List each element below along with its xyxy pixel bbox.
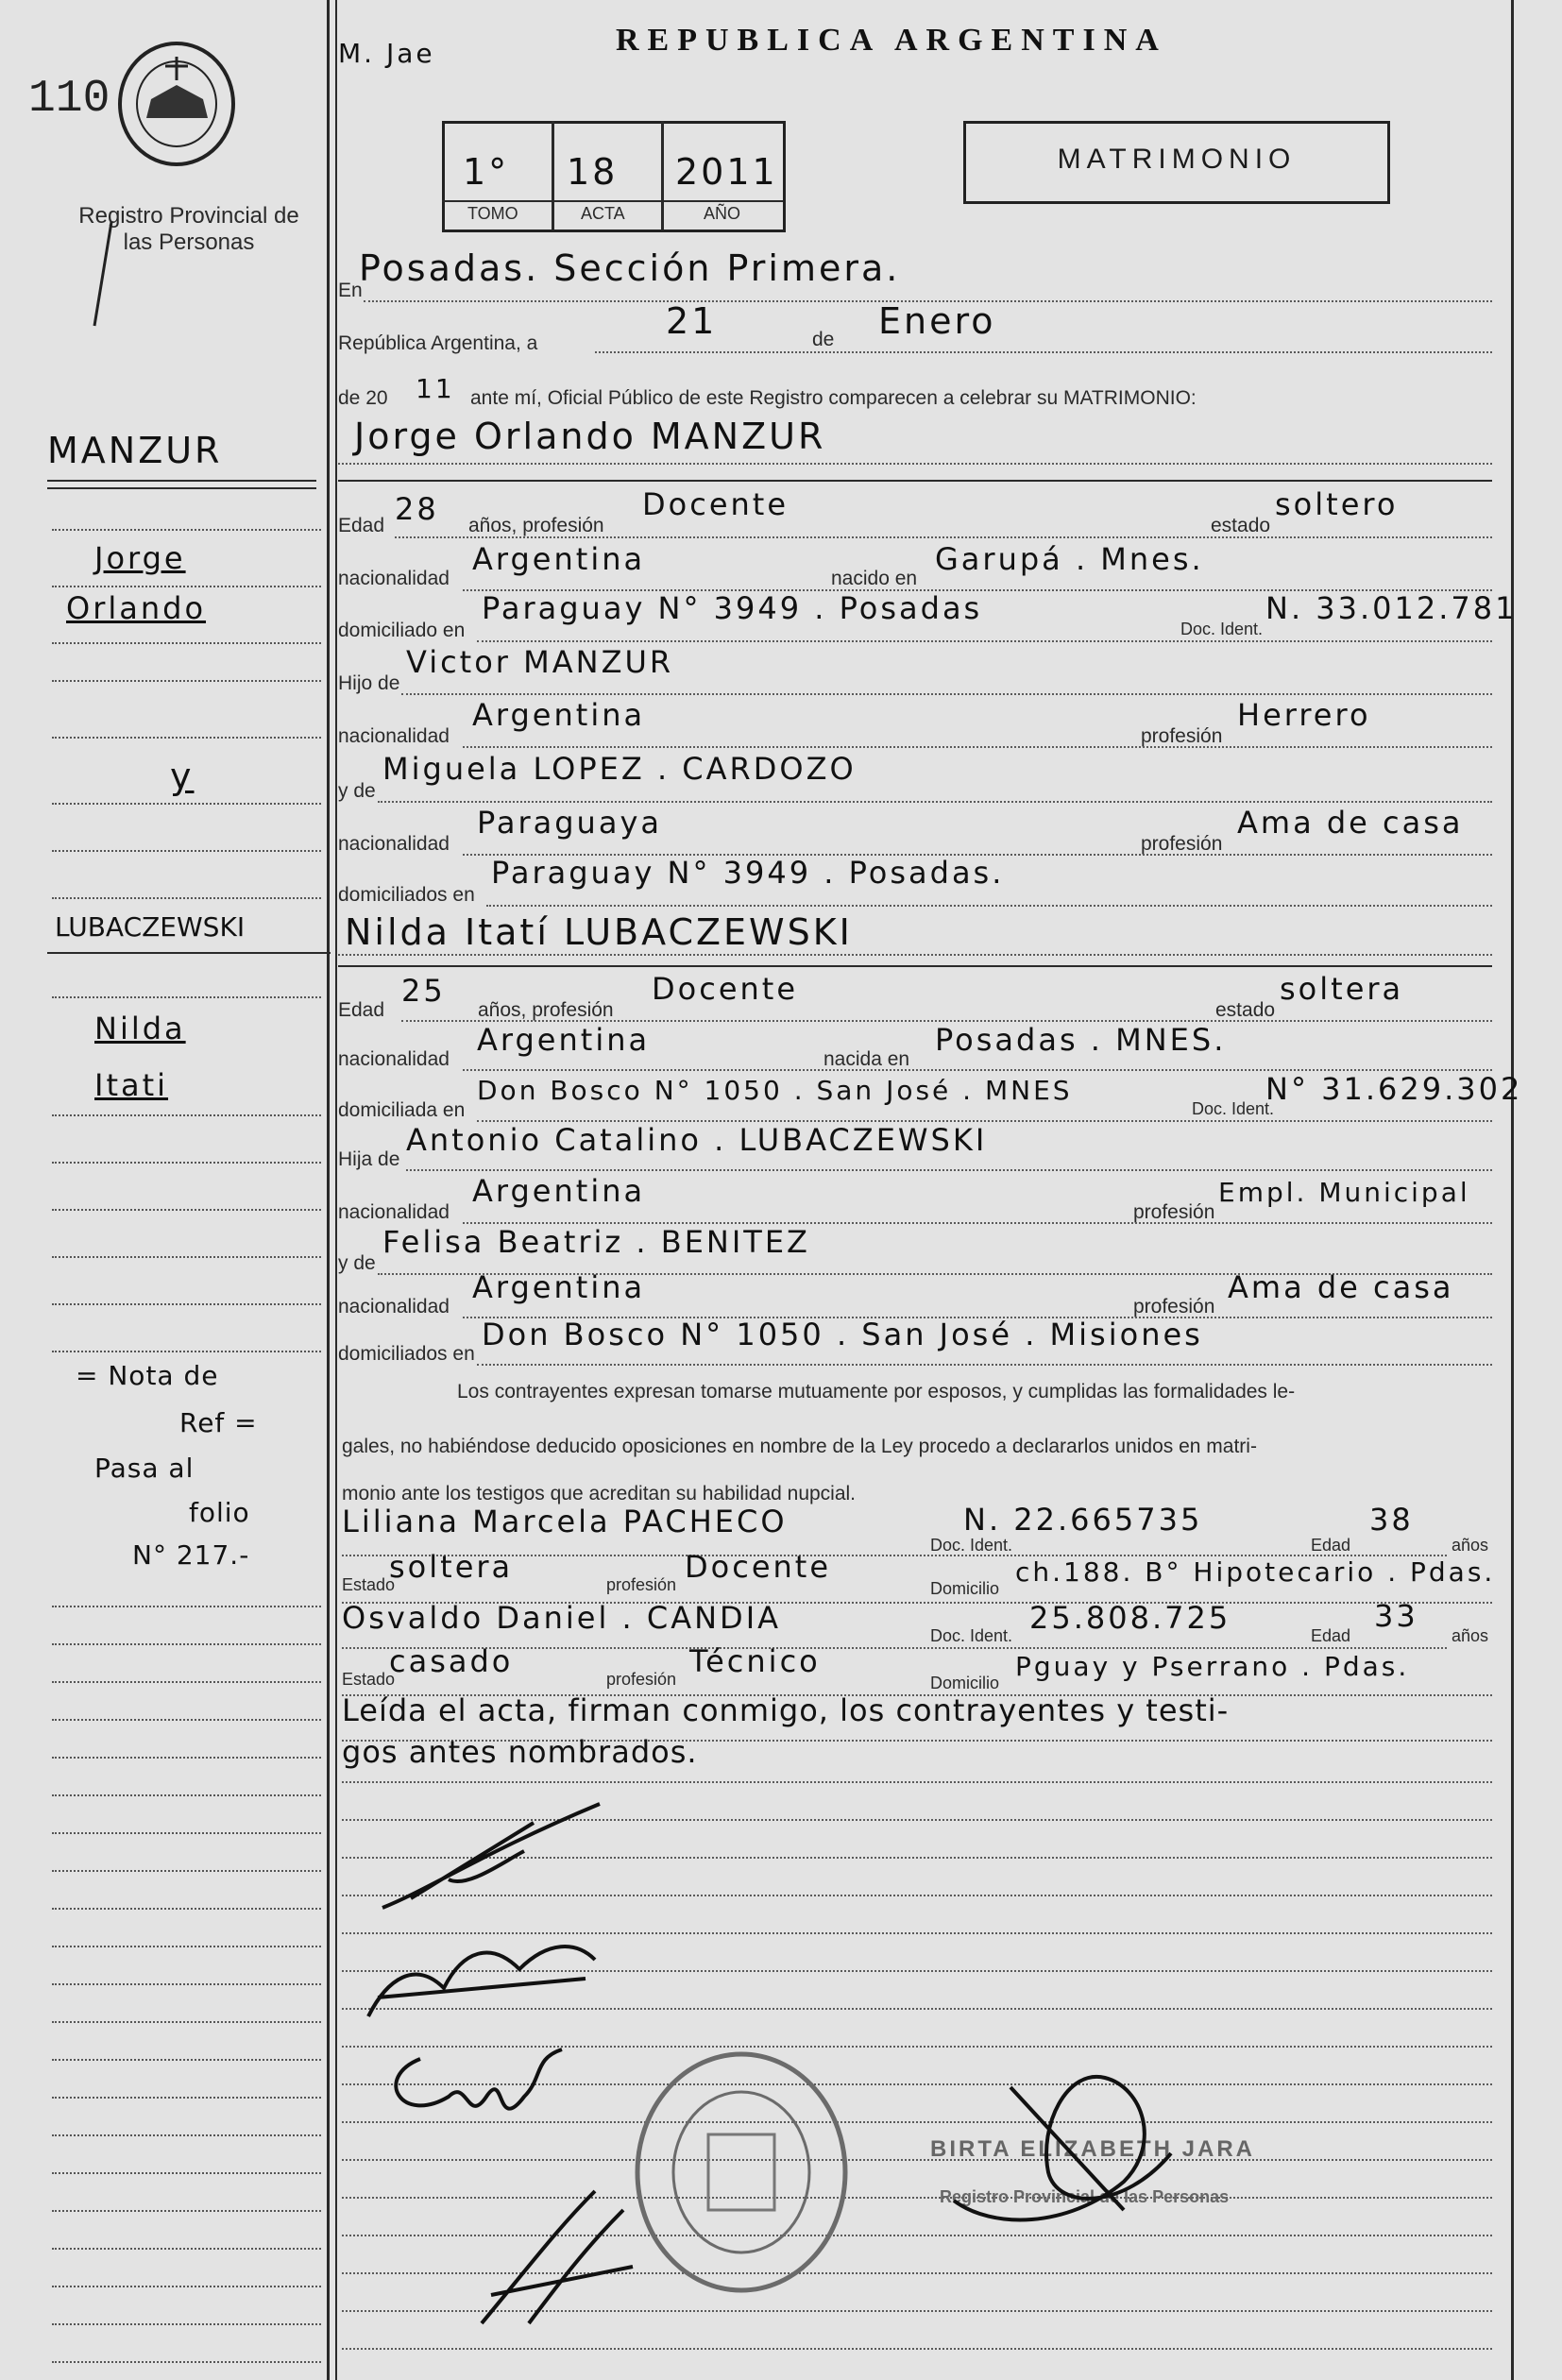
bride-birthplace: Posadas . MNES. — [935, 1022, 1227, 1058]
groom-mother-nac-label: nacionalidad — [338, 833, 450, 855]
witness1-doc-label: Doc. Ident. — [930, 1536, 1013, 1555]
groom-dom-label: domiciliado en — [338, 620, 466, 641]
groom-mother-prof-label: profesión — [1141, 833, 1223, 855]
right-border — [1511, 0, 1514, 2380]
bride-parents-dom-label: domiciliados en — [338, 1343, 475, 1365]
bride-father-nationality: Argentina — [472, 1173, 646, 1209]
intro-place: Posadas. Sección Primera. — [359, 247, 901, 289]
groom-doc: N. 33.012.781 — [1265, 590, 1518, 626]
bride-yde-label: y de — [338, 1252, 376, 1274]
bride-doc-label: Doc. Ident. — [1192, 1099, 1275, 1118]
groom-parents-dom-label: domiciliados en — [338, 884, 475, 906]
groom-estado-label: estado — [1211, 515, 1271, 536]
signature-1-icon — [373, 1794, 637, 1927]
official-round-seal-icon — [628, 2045, 855, 2300]
official-stamp-title: Registro Provincial de las Personas — [940, 2187, 1230, 2206]
margin-bride-surname: LUBACZEWSKI — [55, 911, 246, 943]
intro-month: Enero — [878, 300, 996, 342]
margin-note1: = Nota de — [76, 1360, 219, 1391]
witness2-estado-label: Estado — [342, 1670, 396, 1689]
witness2-name: Osvaldo Daniel . CANDIA — [342, 1600, 782, 1636]
bride-dom-label: domiciliada en — [338, 1099, 466, 1121]
page-number: 110 — [28, 74, 110, 125]
witness1-dom-label: Domicilio — [930, 1579, 1000, 1598]
bride-edad-label: Edad — [338, 999, 385, 1021]
groom-anos-label: años, profesión — [468, 515, 604, 536]
groom-doc-label: Doc. Ident. — [1180, 620, 1264, 638]
record-type: MATRIMONIO — [1057, 144, 1297, 175]
margin-note3: Pasa al — [94, 1453, 195, 1484]
bride-nac-label: nacionalidad — [338, 1048, 450, 1070]
groom-nacido-label: nacido en — [831, 568, 918, 589]
bride-mother-prof-label: profesión — [1133, 1296, 1215, 1318]
anio-value: 2011 — [675, 151, 778, 193]
witness2-address: Pguay y Pserrano . Pdas. — [1015, 1651, 1410, 1682]
witness1-age: 38 — [1369, 1502, 1414, 1538]
margin-groom-surname: MANZUR — [47, 430, 223, 471]
margin-note4: folio — [189, 1497, 250, 1528]
ante-text: ante mí, Oficial Público de este Registro comparecen a celebrar su MATRIMONIO: — [470, 387, 1197, 409]
groom-nationality: Argentina — [472, 541, 646, 577]
margin-divider — [327, 0, 330, 2380]
bride-father-prof-label: profesión — [1133, 1201, 1215, 1223]
groom-address: Paraguay N° 3949 . Posadas — [482, 590, 983, 626]
tomo-value: 1° — [463, 151, 510, 193]
signature-3-icon — [382, 2040, 571, 2153]
witness1-name: Liliana Marcela PACHECO — [342, 1504, 788, 1539]
groom-mother-nationality: Paraguaya — [477, 805, 662, 841]
groom-father-nationality: Argentina — [472, 697, 646, 733]
witness2-age: 33 — [1374, 1598, 1418, 1634]
witness2-anos-label: años — [1452, 1626, 1489, 1645]
bride-parents-address: Don Bosco N° 1050 . San José . Misiones — [482, 1317, 1203, 1352]
bride-anos-label: años, profesión — [478, 999, 614, 1021]
margin-note5: N° 217.- — [132, 1539, 250, 1571]
country-title: REPUBLICA ARGENTINA — [616, 23, 1167, 58]
bride-mother-nac-label: nacionalidad — [338, 1296, 450, 1318]
witness2-dom-label: Domicilio — [930, 1674, 1000, 1692]
witness1-anos-label: años — [1452, 1536, 1489, 1555]
bride-father: Antonio Catalino . LUBACZEWSKI — [406, 1122, 988, 1158]
declaration-line3: monio ante los testigos que acreditan su habilidad nupcial. — [342, 1483, 857, 1504]
witness1-prof-label: profesión — [606, 1575, 677, 1594]
registry-name: Registro Provincial de las Personas — [78, 203, 299, 255]
year-prefix: de 20 — [338, 387, 388, 409]
signature-2-icon — [359, 1922, 604, 2035]
witness2-doc-label: Doc. Ident. — [930, 1626, 1013, 1645]
official-stamp-name: BIRTA ELIZABETH JARA — [930, 2136, 1255, 2162]
groom-birthplace: Garupá . Mnes. — [935, 541, 1204, 577]
bride-doc: N° 31.629.302 — [1265, 1071, 1523, 1107]
groom-yde-label: y de — [338, 780, 376, 802]
witness2-status: casado — [389, 1643, 514, 1679]
witness2-doc: 25.808.725 — [1029, 1600, 1231, 1636]
groom-profession: Docente — [642, 486, 789, 522]
witness1-edad-label: Edad — [1311, 1536, 1351, 1555]
bride-hija-label: Hija de — [338, 1148, 400, 1170]
bride-address: Don Bosco N° 1050 . San José . MNES — [477, 1075, 1073, 1106]
intro-day: 21 — [666, 300, 718, 342]
groom-age: 28 — [395, 491, 439, 527]
bride-nacida-label: nacida en — [823, 1048, 910, 1070]
groom-edad-label: Edad — [338, 515, 385, 536]
official-signature-icon — [935, 2049, 1199, 2238]
republic-label: República Argentina, a — [338, 332, 538, 354]
witness2-prof-label: profesión — [606, 1670, 677, 1689]
bride-profession: Docente — [652, 971, 799, 1007]
groom-hijo-label: Hijo de — [338, 672, 400, 694]
bride-mother-nationality: Argentina — [472, 1269, 646, 1305]
margin-groom-given1: Jorge — [94, 540, 186, 576]
groom-name: Jorge Orlando MANZUR — [354, 416, 826, 457]
year-suffix: 11 — [416, 373, 455, 404]
margin-note2: Ref = — [179, 1407, 258, 1438]
groom-nac-label: nacionalidad — [338, 568, 450, 589]
acta-value: 18 — [567, 151, 619, 193]
bride-name: Nilda Itatí LUBACZEWSKI — [345, 911, 853, 953]
margin-groom-given2: Orlando — [66, 590, 207, 626]
bride-mother-profession: Ama de casa — [1228, 1269, 1454, 1305]
closing-line1: Leída el acta, firman conmigo, los contrayentes y testi- — [342, 1692, 1230, 1728]
witness1-doc: N. 22.665735 — [963, 1502, 1203, 1538]
closing-line2: gos antes nombrados. — [342, 1734, 698, 1770]
declaration-line1: Los contrayentes expresan tomarse mutuamente por esposos, y cumplidas las formalidades le- — [457, 1381, 1296, 1402]
witness1-status: soltera — [389, 1549, 514, 1585]
en-label: En — [338, 280, 363, 301]
bride-status: soltera — [1280, 971, 1404, 1007]
groom-mother: Miguela LOPEZ . CARDOZO — [382, 751, 857, 787]
signature-4-icon — [472, 2172, 642, 2342]
groom-mother-profession: Ama de casa — [1237, 805, 1464, 841]
witness1-profession: Docente — [685, 1549, 832, 1585]
groom-status: soltero — [1275, 486, 1399, 522]
anio-label: AÑO — [704, 204, 741, 223]
margin-connector: y — [170, 756, 195, 797]
bride-age: 25 — [401, 973, 446, 1009]
margin-bride-given2: Itati — [94, 1067, 169, 1103]
groom-parents-address: Paraguay N° 3949 . Posadas. — [491, 855, 1005, 891]
bride-father-nac-label: nacionalidad — [338, 1201, 450, 1223]
bride-estado-label: estado — [1215, 999, 1276, 1021]
acta-label: ACTA — [581, 204, 625, 223]
bride-father-profession: Empl. Municipal — [1218, 1177, 1470, 1208]
witness2-profession: Técnico — [689, 1643, 821, 1679]
de-label: de — [812, 329, 835, 350]
margin-stroke-icon — [85, 217, 123, 331]
witness1-estado-label: Estado — [342, 1575, 396, 1594]
bride-nationality: Argentina — [477, 1022, 651, 1058]
groom-father-prof-label: profesión — [1141, 725, 1223, 747]
declaration-line2: gales, no habiéndose deducido oposiciones en nombre de la Ley procedo a declararlos unidos en matri- — [342, 1436, 1257, 1457]
margin-bride-given1: Nilda — [94, 1011, 186, 1046]
margin-divider-inner — [335, 0, 337, 2380]
groom-father-profession: Herrero — [1237, 697, 1371, 733]
provincial-seal-icon — [113, 38, 241, 170]
groom-father-nac-label: nacionalidad — [338, 725, 450, 747]
witness1-address: ch.188. B° Hipotecario . Pdas. — [1015, 1556, 1496, 1588]
tomo-label: TOMO — [467, 204, 518, 223]
groom-father: Victor MANZUR — [406, 644, 674, 680]
bride-mother: Felisa Beatriz . BENITEZ — [382, 1224, 810, 1260]
initials: M. Jae — [338, 38, 435, 69]
witness2-edad-label: Edad — [1311, 1626, 1351, 1645]
